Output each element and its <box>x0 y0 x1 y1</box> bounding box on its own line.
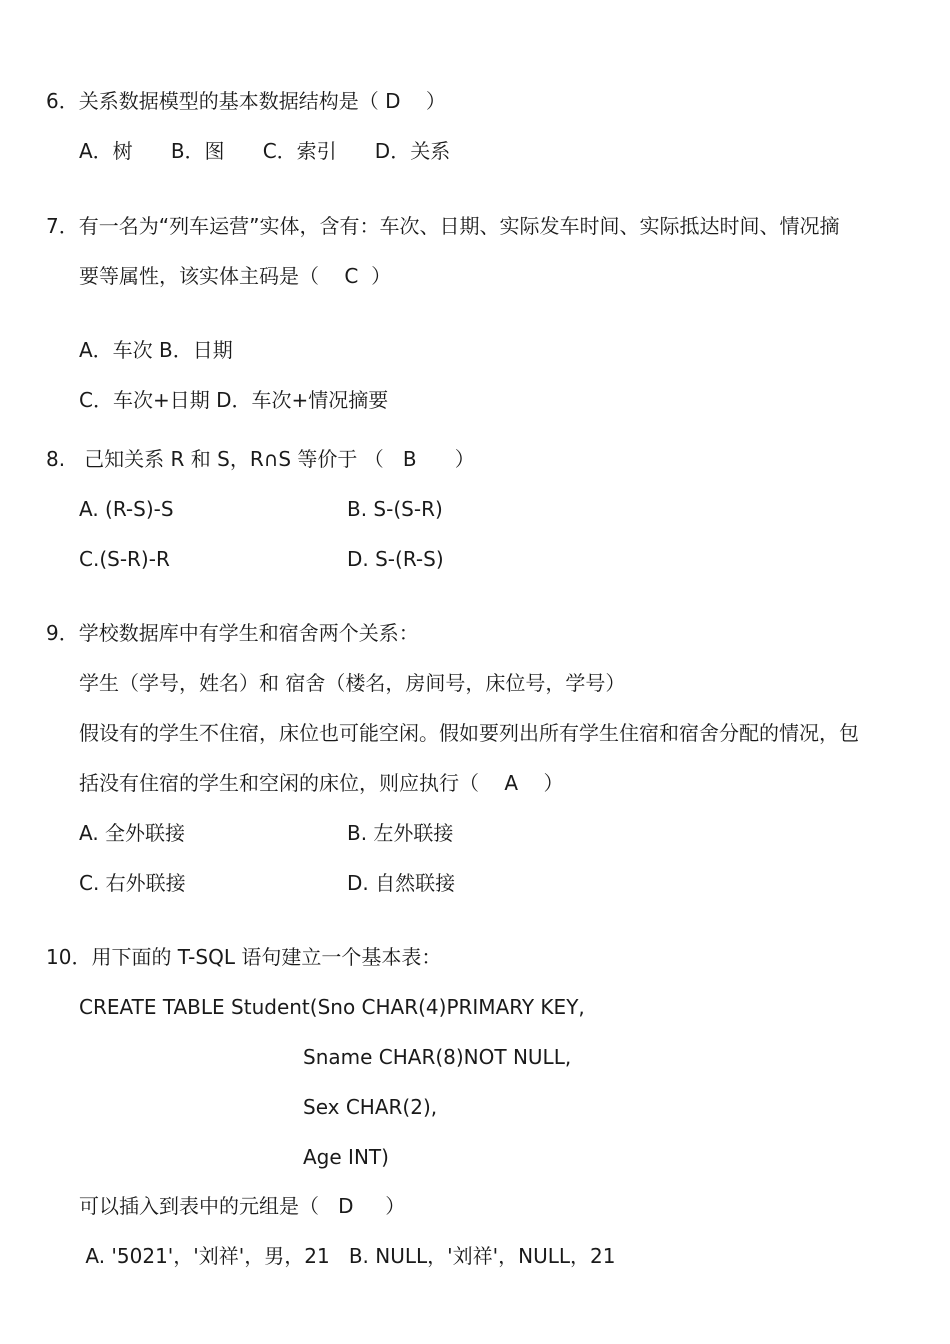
q7-stem-line1: 7．有一名为“列车运营”实体，含有：车次、日期、实际发车时间、实际抵达时间、情况摘 <box>46 214 840 238</box>
q10-sql-line3: Sex CHAR(2), <box>303 1095 438 1119</box>
q9-option-a: A. 全外联接 <box>79 821 186 845</box>
q8-option-b: B. S-(S-R) <box>347 497 443 521</box>
q8-option-d: D. S-(R-S) <box>347 547 444 571</box>
q6-stem: 6．关系数据模型的基本数据结构是（ D ） <box>46 89 446 113</box>
q9-line4: 括没有住宿的学生和空闲的床位，则应执行（ A ） <box>79 771 564 795</box>
q8-stem: 8. 己知关系 R 和 S，R∩S 等价于 （ B ） <box>46 447 475 471</box>
q9-line3: 假设有的学生不住宿，床位也可能空闲。假如要列出所有学生住宿和宿舍分配的情况，包 <box>79 721 859 745</box>
q10-sql-line4: Age INT) <box>303 1145 389 1169</box>
q10-stem: 10．用下面的 T-SQL 语句建立一个基本表： <box>46 945 442 969</box>
q6-options: A．树 B．图 C．索引 D．关系 <box>79 139 451 163</box>
q7-option-line1: A．车次 B．日期 <box>79 338 233 362</box>
q9-line2: 学生（学号，姓名）和 宿舍（楼名，房间号，床位号，学号） <box>79 671 626 695</box>
q9-option-b: B. 左外联接 <box>347 821 454 845</box>
q10-sql-line2: Sname CHAR(8)NOT NULL, <box>303 1045 572 1069</box>
q9-stem: 9．学校数据库中有学生和宿舍两个关系： <box>46 621 419 645</box>
q10-option-line: A. '5021'，'刘祥'，男，21 B. NULL，'刘祥'，NULL，21 <box>79 1244 616 1268</box>
q7-stem-line2: 要等属性，该实体主码是（ C ） <box>79 264 392 288</box>
q8-option-a: A. (R-S)-S <box>79 497 174 521</box>
q7-option-line2: C．车次+日期 D．车次+情况摘要 <box>79 388 389 412</box>
q9-option-d: D. 自然联接 <box>347 871 456 895</box>
q10-question: 可以插入到表中的元组是（ D ） <box>79 1194 406 1218</box>
q10-sql-line1: CREATE TABLE Student(Sno CHAR(4)PRIMARY KEY, <box>79 995 585 1019</box>
q8-option-c: C.(S-R)-R <box>79 547 170 571</box>
q9-option-c: C. 右外联接 <box>79 871 186 895</box>
